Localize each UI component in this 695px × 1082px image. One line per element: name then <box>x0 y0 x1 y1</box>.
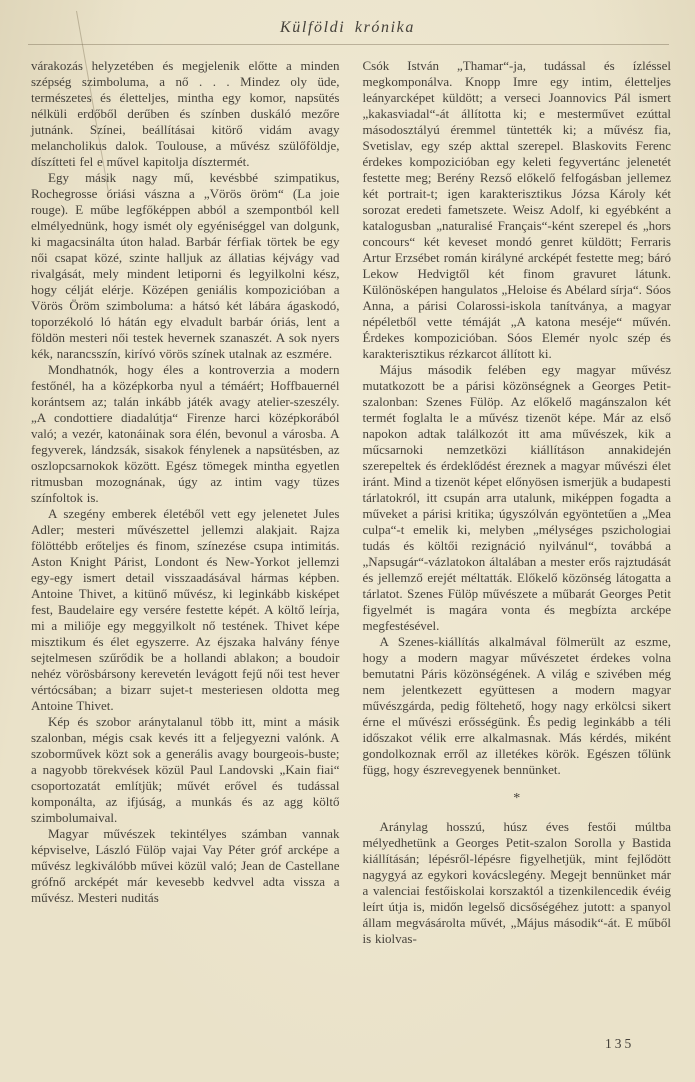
scanned-magazine-page <box>0 19 695 1082</box>
page-title: Külföldi krónika <box>280 19 415 36</box>
paragraph: A szegény emberek életéből vett egy jelenetet Jules Adler; mesteri művészettel jellemzi alakjait. Rajza fölöttébb erőteljes és finom, színezése csupa intimitás. Aston Knight Párist, Londont és New-Yorkot jellemzi egy-egy ismert detail visszaadásával hármas képben. Antoine Thivet, a kitünő művész, ki leginkább kisképet fest, Baudelaire egy versére festette képét. A költő leírja, mi a miliője egy meggyilkolt nő testének. Thivet képe misztikum és élet egyszerre. Az éjszaka halvány fénye sejtelmesen szűrődik be a hollandi ablakon; a boudoir nehéz vörösbársony kerevetén levágott fejű női test hever vértócsában; a bizarr sujet-t mesteriesen oldotta meg Antoine Thivet. <box>31 506 340 713</box>
paragraph: Mondhatnók, hogy éles a kontroverzia a modern festőnél, ha a középkorba nyul a témáért; Hoffbauernél korántsem az; talán inkább játék avagy atelier-szeszély. „A condottiere diadalútja“ Firenze harci középkorából való; a vezér, katonáinak sora élén, bevonul a városba. A fegyverek, lándzsák, sisakok fénylenek a napsütésben, az oszlopcsarnokok között. Egész tömegek mintha egyetlen ritmusban mozognának, úgy az intim vagy tüzes színfoltok is. <box>31 362 340 505</box>
paragraph: Egy másik nagy mű, kevésbbé szimpatikus, Rochegrosse óriási vászna a „Vörös öröm“ (La joie rouge). E műbe legfőképpen abból a szempontból kell elmélyednünk, hogy ismét oly egyéniséggel van dolgunk, ki magacsinálta úton halad. Barbár férfiak törtek be egy női csapat közé, szinte halljuk az állatias kéjvágy vad rivalgását, mely mindent letiporni és legyilkolni kész, hogy célját elérje. Középen geniális kompozicióban a Vörös Öröm szimboluma: a hátsó két lábára ágaskodó, toporzékoló ló hátán egy elvadult barbár óriás, lent a földön mesteri női testek hevernek szanaszét. A sok nyers kék, narancsszín, kirívó vörös színek utalnak az eszmére. <box>31 170 340 361</box>
paragraph: Magyar művészek tekintélyes számban vannak képviselve, László Fülöp vajai Vay Péter gróf arcképe a művész legkiválóbb művei közül való; Jean de Castellane grófnő arcképét már kevesebb kedvvel adta vissza a művész. Mesteri nuditás <box>31 826 340 905</box>
paragraph: Aránylag hosszú, húsz éves festői múltba mélyedhetünk a Georges Petit-szalon Sorolla y Bastida kiállításán; lépésről-lépésre figyelhetjük, mint fejlődött nagygyá az egykori kovácslegény. Megejt bennünket már a valenciai festőiskolai korszaktól a tizenkilencedik évéig leírt útja is, midőn legelső dicsőségéhez jutott: a spanyol állam megvásárolta művét, „Május második“-át. E műből is kiolvas- <box>362 819 671 946</box>
paragraph: Csók István „Thamar“-ja, tudással és ízléssel megkomponálva. Knopp Imre egy intim, életteljes leányarcképet küldött; a verseci Joannovics Pál ismert „kakasviadal“-át állította ki; e mesterművet ezúttal másodosztályú éremmel tüntették ki; a művész fia, Svetislav, egy szép akttal szerepel. Blaskovits Ferenc érdekes kompozicióban egy keleti fegyvertánc jelenetét festette meg; Berény Rezső előkelő felfogásban jellemez két portrait-t; igen karakterisztikus Józsa Károly két sorozat eredeti fametszete. Weisz Adolf, ki egyébként a katalogusban „naturalisé Français“-ként szerepel és „hors concours“ két keveset mondó genret küldött; Ferraris Artur Erzsébet román királyné arcképét festette meg; báró Lekow Hedvigtől két finom gravuret látunk. Különösképen hangulatos „Heloise és Abélard sírja“. Sóos Anna, a párisi Colarossi-iskola tanítványa, a magyar népéletből vette témáját „A katona meséje“ művén. Érdekes kompozicióban. Sóos Elemér nyolc szép és karakterisztikus rézkarcot állított ki. <box>362 58 671 361</box>
page-number: 135 <box>605 1036 635 1051</box>
paragraph: Május második felében egy magyar művész mutatkozott be a párisi közönségnek a Georges Petit-szalonban: Szenes Fülöp. Az előkelő magánszalon két termét foglalta le a művész tizenöt képe. Már az első napokon adtak találkozót itt ama művészek, kik a műcsarnoki nemzetközi kiállításon annakidején szerepeltek és érdeklődést éreznek a magyar művészi élet iránt. Mind a tizenöt képet előnyösen ismerjük a budapesti tárlatokról, itt csupán arra utalunk, miképpen fogadta a műveket a párisi kritika; úgyszólván egyöntetűen a „Mea culpa“-t emelik ki, melyben „mélységes pszichologiai tudás és költői rezignáció nyilvánul“, továbbá a „Napsugár“-vázlatokon általában a mester erős rajztudását és jellemző erejét méltatták. Előkelő közönség látogatta a tárlatot. Szenes Fülöp művészete a műbarát Georges Petit figyelmét is magára vonta és megbízta arcképe megfestésével. <box>362 362 671 633</box>
right-column <box>363 58 672 947</box>
paragraph: várakozás helyzetében és megjelenik előtte a minden szépség szimboluma, a nő . . . Mindez oly üde, természetes és életteljes, mintha egy komor, napsütés nélküli erdőből derűben és színben duskáló mezőre jutnánk. Színei, beállításai kitörő vidám avagy melancholikus dalok. Toulouse, a művész szülőföldje, díszítteti fel e művel kapitolja dísztermét. <box>31 58 340 169</box>
section-separator-asterisk: * <box>513 791 521 806</box>
left-column <box>31 58 340 947</box>
paragraph: Kép és szobor aránytalanul több itt, mint a másik szalonban, mégis csak kevés itt a feljegyezni valónk. A szoborművek közt sok a generális avagy bourgeois-buste; a nagyobb törekvések közül Paul Landovski „Kain fiai“ csoportozatát említjük; művét erővel és tudással komponálta, az ifjúság, a munkás és az agg költő szimbolumaival. <box>31 714 340 825</box>
paragraph: A Szenes-kiállítás alkalmával fölmerült az eszme, hogy a modern magyar művészetet érdekes volna bemutatni Páris közönségének. A világ e szivében még nem jelentkezett együttesen a modern magyar művészgárda, pedig föltehető, hogy nagy erkölcsi sikert érne el művészi erősségünk. És pedig leginkább a téli időszakot vélik erre alkalmasnak. Más kérdés, miként gondolkoznak erről az illetékes körök. Egészen tőlünk függ, hogy észrevegyenek bennünket. <box>362 634 671 777</box>
two-column-text-block <box>0 45 695 947</box>
